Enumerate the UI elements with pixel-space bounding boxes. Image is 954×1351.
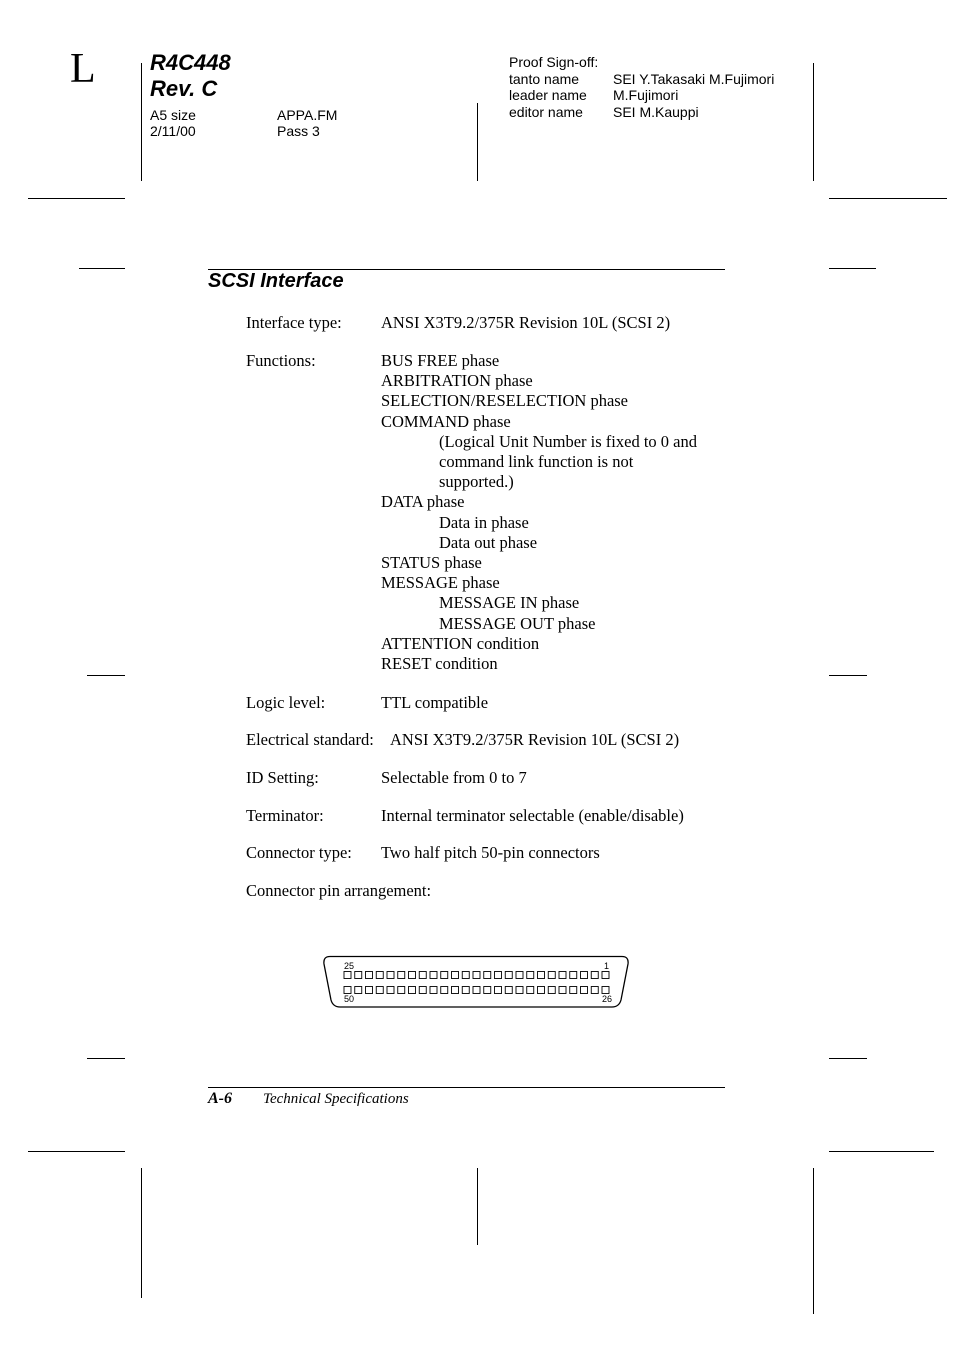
- connector-pin-top: [505, 972, 512, 979]
- connector-pin-top: [559, 972, 566, 979]
- function-item: COMMAND phase: [381, 411, 511, 431]
- connector-pin-top: [441, 972, 448, 979]
- connector-pin-bottom: [462, 987, 469, 994]
- spec-value-id-setting: Selectable from 0 to 7: [381, 768, 527, 787]
- connector-pin-top: [398, 972, 405, 979]
- connector-pin-top: [409, 972, 416, 979]
- connector-pin-top: [366, 972, 373, 979]
- connector-pin-bottom: [559, 987, 566, 994]
- pin-label-bottom-left: 50: [344, 994, 355, 1004]
- pin-label-top-right: 1: [603, 961, 609, 971]
- connector-pin-bottom: [602, 987, 609, 994]
- connector-pin-top: [462, 972, 469, 979]
- connector-pin-bottom: [527, 987, 534, 994]
- function-subitem: MESSAGE OUT phase: [439, 613, 596, 633]
- spec-value-terminator: Internal terminator selectable (enable/disable): [381, 806, 684, 825]
- file-name: APPA.FM: [277, 107, 338, 123]
- connector-pin-top: [581, 972, 588, 979]
- connector-pin-bottom: [516, 987, 523, 994]
- doc-code-line-1: R4C448: [150, 50, 231, 75]
- spec-label-electrical-standard: Electrical standard:: [246, 730, 374, 749]
- crop-mark-top-left-h: [28, 198, 125, 199]
- connector-pin-top: [495, 972, 502, 979]
- connector-pin-top: [376, 972, 383, 979]
- crop-mark-v-top-left: [141, 63, 142, 181]
- crop-mark-low-left: [87, 1058, 125, 1059]
- function-item: DATA phase: [381, 492, 465, 512]
- function-item: RESET condition: [381, 654, 498, 674]
- function-subitem: MESSAGE IN phase: [439, 593, 580, 613]
- proof-signoff-title: Proof Sign-off:: [509, 54, 599, 70]
- connector-pin-bottom: [441, 987, 448, 994]
- section-title: SCSI Interface: [208, 270, 344, 292]
- spec-label-connector-pin-arrangement: Connector pin arrangement:: [246, 881, 432, 900]
- connector-pin-top: [355, 972, 362, 979]
- connector-pin-top: [591, 972, 598, 979]
- function-item: BUS FREE phase: [381, 351, 500, 370]
- connector-pin-top: [527, 972, 534, 979]
- connector-pin-bottom: [473, 987, 480, 994]
- spec-label-logic-level: Logic level:: [246, 693, 326, 712]
- crop-mark-mid-left: [87, 675, 125, 676]
- connector-pin-bottom: [366, 987, 373, 994]
- pin-label-top-left: 25: [344, 961, 355, 971]
- crop-mark-v-bottom-left: [141, 1168, 142, 1298]
- page-number: A-6: [208, 1090, 232, 1107]
- crop-mark-inner-tr: [829, 268, 876, 269]
- connector-pin-diagram: [320, 955, 632, 1011]
- proof-name-tanto: SEI Y.Takasaki M.Fujimori: [613, 71, 775, 87]
- crop-mark-inner-tl: [79, 268, 125, 269]
- connector-pin-top: [473, 972, 480, 979]
- spec-value-electrical-standard: ANSI X3T9.2/375R Revision 10L (SCSI 2): [390, 730, 680, 749]
- function-subitem: (Logical Unit Number is fixed to 0 and: [439, 431, 697, 451]
- connector-pin-top: [548, 972, 555, 979]
- connector-pin-top: [344, 972, 351, 979]
- paper-size: A5 size: [150, 107, 196, 123]
- doc-code: [150, 50, 231, 102]
- function-subitem: Data in phase: [439, 512, 529, 532]
- connector-pin-bottom: [387, 987, 394, 994]
- crop-mark-v-top-center: [477, 103, 478, 181]
- connector-pin-bottom: [505, 987, 512, 994]
- spec-value-connector-type: Two half pitch 50-pin connectors: [381, 843, 600, 862]
- connector-pin-bottom: [409, 987, 416, 994]
- connector-outline: [324, 957, 628, 1008]
- crop-mark-v-bottom-center: [477, 1168, 478, 1245]
- connector-pin-top: [452, 972, 459, 979]
- margin-letter: L: [70, 46, 96, 92]
- connector-pin-bottom: [570, 987, 577, 994]
- proof-name-leader: M.Fujimori: [613, 87, 679, 103]
- spec-label-terminator: Terminator:: [246, 806, 324, 825]
- spec-value-interface-type: ANSI X3T9.2/375R Revision 10L (SCSI 2): [381, 313, 671, 332]
- connector-pin-top: [419, 972, 426, 979]
- connector-pin-bottom: [548, 987, 555, 994]
- pass-number: Pass 3: [277, 123, 320, 139]
- proof-name-editor: SEI M.Kauppi: [613, 104, 699, 120]
- crop-mark-mid-right: [829, 675, 867, 676]
- connector-pin-top: [570, 972, 577, 979]
- crop-mark-bottom-right-h: [829, 1151, 934, 1152]
- function-subitem: Data out phase: [439, 532, 538, 552]
- crop-mark-bottom-left-h: [28, 1151, 125, 1152]
- function-item: ARBITRATION phase: [381, 371, 533, 391]
- connector-pin-top: [516, 972, 523, 979]
- function-subitem: supported.): [439, 472, 514, 492]
- connector-pin-top: [602, 972, 609, 979]
- chapter-title: Technical Specifications: [263, 1091, 409, 1107]
- doc-code-line-2: Rev. C: [150, 76, 218, 101]
- function-item: SELECTION/RESELECTION phase: [381, 391, 629, 411]
- connector-pin-bottom: [355, 987, 362, 994]
- spec-label-connector-type: Connector type:: [246, 843, 352, 862]
- crop-mark-top-right-h: [829, 198, 947, 199]
- spec-label-interface-type: Interface type:: [246, 313, 342, 332]
- proof-role-leader: leader name: [509, 87, 587, 103]
- connector-pin-bottom: [344, 987, 351, 994]
- function-item: MESSAGE phase: [381, 573, 500, 593]
- doc-date: 2/11/00: [150, 123, 196, 139]
- connector-pin-bottom: [581, 987, 588, 994]
- proof-role-editor: editor name: [509, 104, 583, 120]
- function-item: ATTENTION condition: [381, 633, 540, 653]
- connector-pin-top: [387, 972, 394, 979]
- function-subitem: command link function is not: [439, 452, 634, 472]
- connector-pin-bottom: [376, 987, 383, 994]
- proof-role-tanto: tanto name: [509, 71, 580, 87]
- function-item: STATUS phase: [381, 553, 482, 573]
- spec-value-logic-level: TTL compatible: [381, 693, 489, 712]
- connector-pin-bottom: [484, 987, 491, 994]
- footer-rule: [208, 1087, 725, 1088]
- connector-pin-bottom: [538, 987, 545, 994]
- connector-pin-top: [484, 972, 491, 979]
- crop-mark-v-bottom-right: [813, 1168, 814, 1314]
- connector-pin-bottom: [495, 987, 502, 994]
- connector-pin-bottom: [591, 987, 598, 994]
- connector-pin-rows: [344, 972, 609, 994]
- crop-mark-v-top-right: [813, 63, 814, 181]
- crop-mark-low-right: [829, 1058, 867, 1059]
- pin-label-bottom-right: 26: [601, 994, 612, 1004]
- spec-value-functions: [381, 351, 697, 674]
- connector-pin-bottom: [398, 987, 405, 994]
- connector-pin-top: [430, 972, 437, 979]
- connector-pin-bottom: [452, 987, 459, 994]
- connector-pin-bottom: [430, 987, 437, 994]
- spec-label-functions: Functions:: [246, 351, 316, 370]
- spec-label-id-setting: ID Setting:: [246, 768, 319, 787]
- connector-pin-bottom: [419, 987, 426, 994]
- connector-pin-top: [538, 972, 545, 979]
